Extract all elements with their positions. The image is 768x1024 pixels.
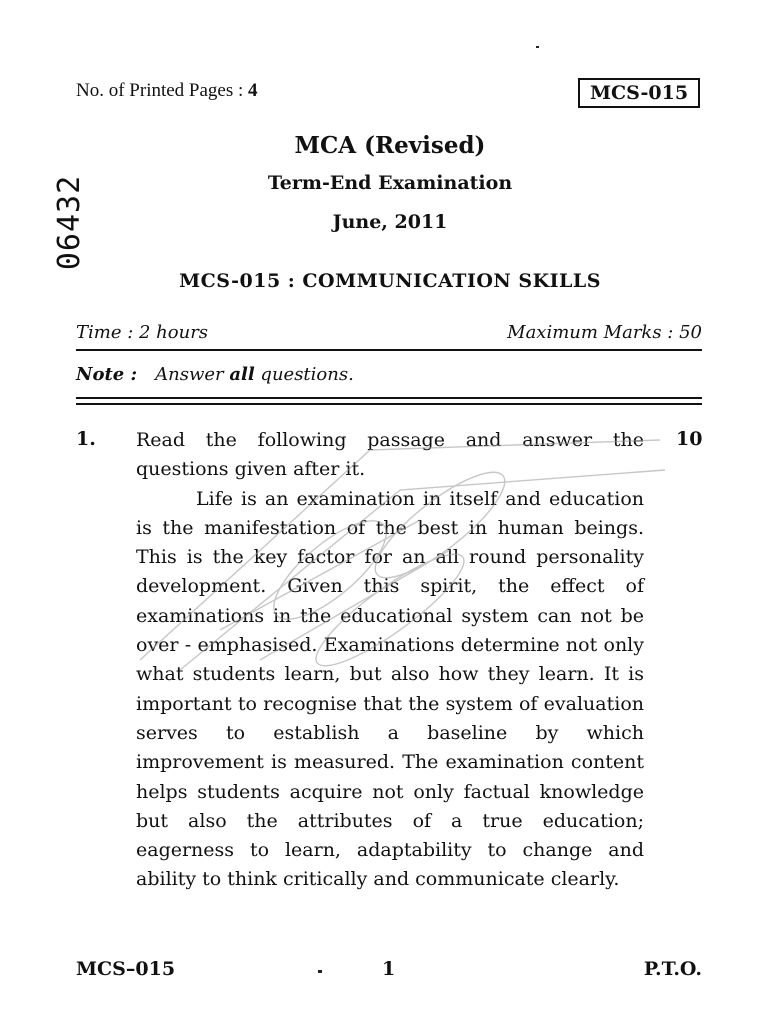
time-allowed: Time : 2 hours bbox=[76, 322, 209, 343]
printed-pages-line bbox=[76, 80, 258, 102]
note-text-all: all bbox=[229, 364, 255, 385]
paper-title: MCS-015 : COMMUNICATION SKILLS bbox=[179, 270, 601, 292]
question-body bbox=[136, 426, 644, 895]
question-passage: Life is an examination in itself and education is the manifestation of the best in human beings. This is the key factor for an all round personality development. Given this spirit, the effect of examinations in the educational system can not be over - emphasised. Examinations determine not only what students learn, but also how they learn. It is important to recognise that the system of evaluation serves to establish a baseline by which improvement is measured. The examination content helps students acquire not only factual knowledge but also the attributes of a true education; eagerness to learn, adaptability to change and ability to think critically and communicate clearly. bbox=[136, 487, 644, 891]
divider-rule bbox=[76, 349, 702, 351]
exam-session: June, 2011 bbox=[332, 211, 448, 233]
scan-speck bbox=[318, 970, 322, 973]
exam-title: Term-End Examination bbox=[267, 172, 513, 194]
scan-speck bbox=[536, 46, 539, 48]
maximum-marks: Maximum Marks : 50 bbox=[507, 322, 702, 343]
footer-course-code: MCS–015 bbox=[76, 958, 176, 980]
note-line bbox=[76, 364, 354, 385]
double-divider-rule bbox=[76, 397, 702, 405]
question-number: 1. bbox=[76, 428, 96, 450]
note-label: Note : bbox=[76, 364, 138, 385]
printed-pages-label: No. of Printed Pages : bbox=[76, 80, 249, 101]
programme-title: MCA (Revised) bbox=[294, 132, 486, 159]
footer-pto: P.T.O. bbox=[643, 958, 702, 980]
course-code-box: MCS-015 bbox=[578, 78, 700, 108]
note-text-post: questions. bbox=[254, 364, 354, 385]
question-marks: 10 bbox=[676, 428, 703, 450]
question-instruction: Read the following passage and answer the questions given after it. bbox=[136, 429, 644, 481]
serial-number: 06432 bbox=[52, 174, 88, 271]
note-text-pre: Answer bbox=[155, 364, 230, 385]
printed-pages-value: 4 bbox=[248, 80, 258, 101]
time-marks-line bbox=[76, 322, 702, 343]
footer-page-number: 1 bbox=[382, 958, 396, 980]
